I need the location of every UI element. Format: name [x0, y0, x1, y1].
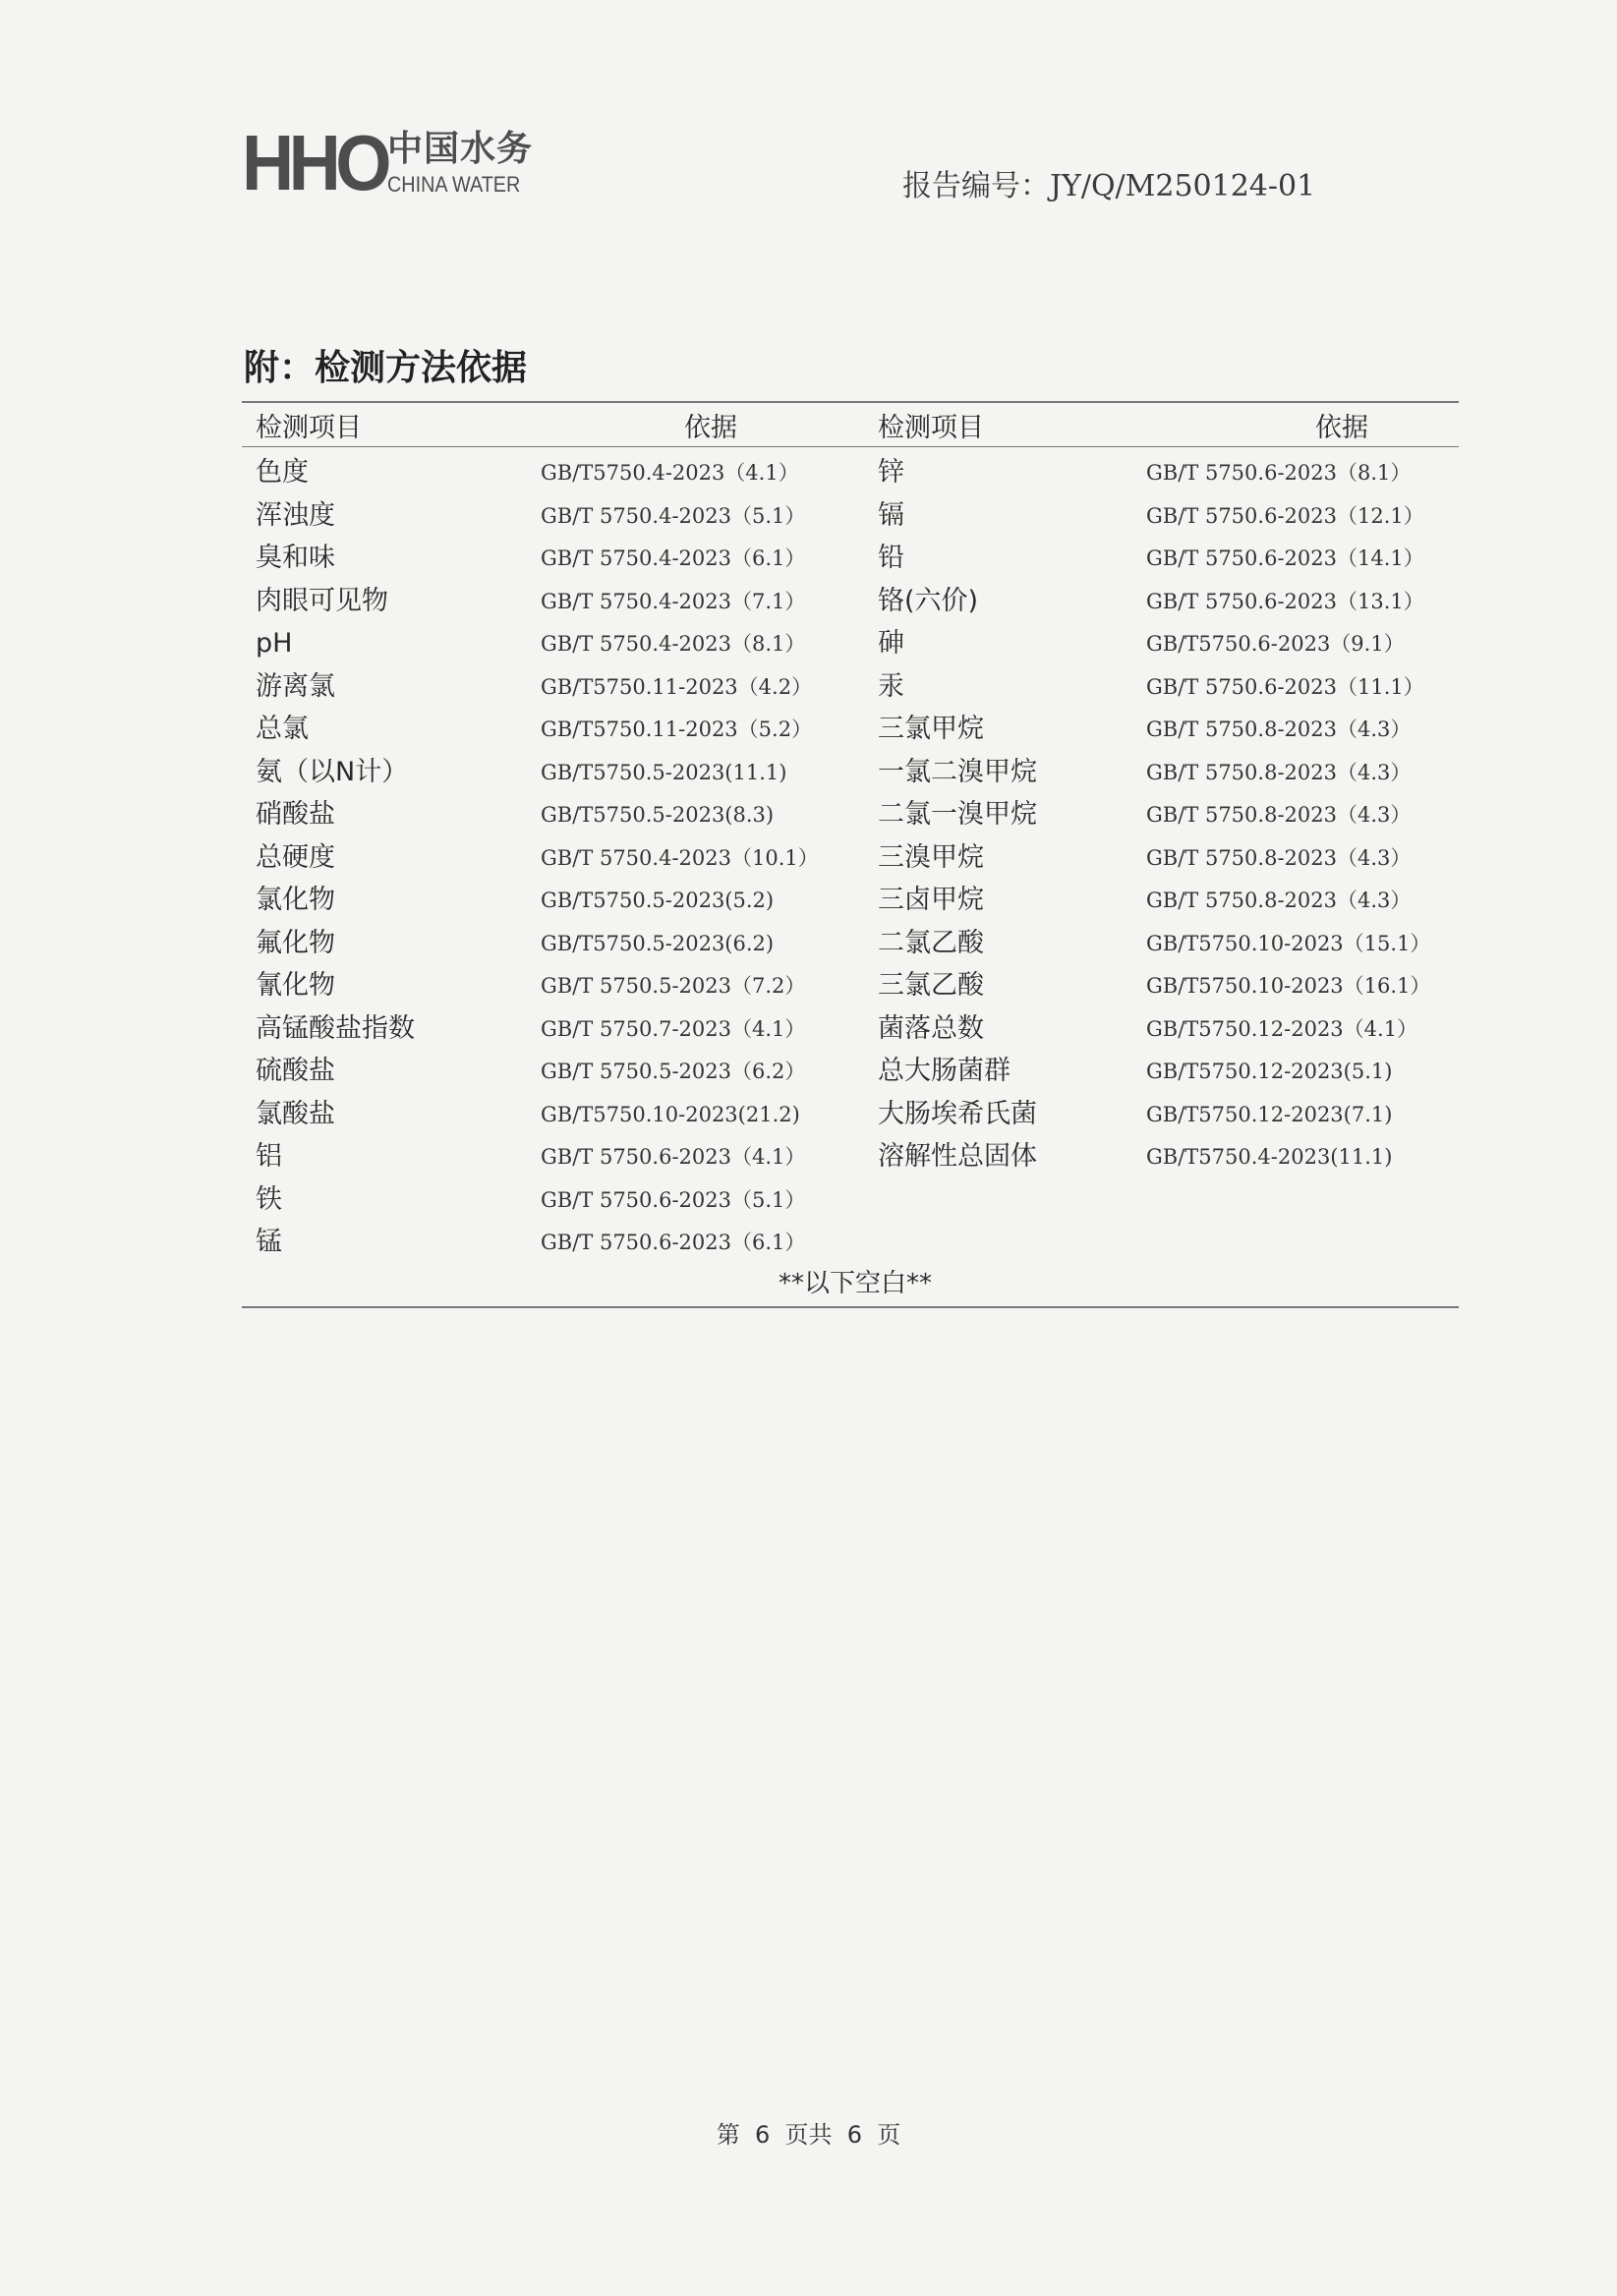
table-cell-basis: GB/T5750.5-2023(6.2): [541, 932, 775, 955]
header-item-right: 检测项目: [878, 413, 984, 443]
table-cell-basis: GB/T5750.10-2023（15.1）: [1146, 932, 1431, 955]
table-cell-item: 硝酸盐: [256, 799, 335, 830]
table-cell-basis: GB/T5750.10-2023(21.2): [541, 1103, 800, 1126]
table-cell-item: 一氯二溴甲烷: [878, 757, 1037, 787]
table-cell-item: 氟化物: [256, 928, 335, 958]
table-cell-item: 锰: [256, 1227, 282, 1257]
table-cell-item: 氨（以N计）: [256, 757, 409, 787]
table-cell-basis: GB/T5750.5-2023(11.1): [541, 761, 787, 784]
page-footer: 第 6 页共 6 页: [716, 2121, 901, 2149]
table-cell-basis: GB/T 5750.4-2023（8.1）: [541, 632, 806, 656]
table-cell-item: 锌: [878, 457, 904, 488]
table-cell-item: 菌落总数: [878, 1013, 984, 1044]
table-cell-item: 游离氯: [256, 671, 335, 702]
section-title: 附：检测方法依据: [244, 348, 528, 388]
table-cell-basis: GB/T5750.11-2023（4.2）: [541, 675, 813, 699]
table-bottom-rule: [242, 1306, 1459, 1308]
table-cell-item: 总硬度: [256, 842, 335, 873]
table-cell-item: 三卤甲烷: [878, 885, 984, 915]
logo-english-text: CHINA WATER: [387, 172, 521, 197]
table-cell-item: 总大肠菌群: [878, 1056, 1011, 1086]
table-cell-basis: GB/T 5750.7-2023（4.1）: [541, 1017, 806, 1041]
table-cell-item: 臭和味: [256, 543, 335, 573]
table-cell-basis: GB/T 5750.6-2023（13.1）: [1146, 590, 1424, 613]
table-cell-basis: GB/T5750.11-2023（5.2）: [541, 718, 813, 741]
table-header-rule: [242, 446, 1459, 447]
header-basis-left: 依据: [684, 413, 737, 443]
table-cell-basis: GB/T5750.10-2023（16.1）: [1146, 974, 1431, 998]
table-cell-basis: GB/T 5750.6-2023（4.1）: [541, 1145, 806, 1169]
table-cell-item: 砷: [878, 628, 904, 659]
blank-note: **以下空白**: [778, 1269, 932, 1298]
table-top-rule: [242, 401, 1459, 403]
logo-chinese-text: 中国水务: [387, 129, 534, 169]
table-cell-item: 浑浊度: [256, 500, 335, 531]
table-cell-basis: GB/T5750.6-2023（9.1）: [1146, 632, 1405, 656]
table-cell-basis: GB/T 5750.6-2023（14.1）: [1146, 546, 1424, 570]
table-cell-basis: GB/T 5750.4-2023（5.1）: [541, 504, 806, 528]
table-cell-item: 三溴甲烷: [878, 842, 984, 873]
table-cell-basis: GB/T5750.5-2023(5.2): [541, 889, 775, 912]
table-cell-basis: GB/T 5750.8-2023（4.3）: [1146, 889, 1412, 912]
table-cell-basis: GB/T5750.12-2023（4.1）: [1146, 1017, 1418, 1041]
table-cell-item: 铬(六价): [878, 586, 979, 616]
table-cell-item: 硫酸盐: [256, 1056, 335, 1086]
table-cell-basis: GB/T 5750.8-2023（4.3）: [1146, 718, 1412, 741]
table-cell-basis: GB/T5750.12-2023(5.1): [1146, 1060, 1393, 1083]
table-cell-basis: GB/T 5750.5-2023（7.2）: [541, 974, 806, 998]
table-cell-basis: GB/T 5750.4-2023（6.1）: [541, 546, 806, 570]
table-cell-basis: GB/T 5750.8-2023（4.3）: [1146, 846, 1412, 870]
report-number: 报告编号：JY/Q/M250124-01: [902, 169, 1316, 203]
table-cell-item: 二氯乙酸: [878, 928, 984, 958]
table-cell-item: 氯化物: [256, 885, 335, 915]
table-cell-item: 总氯: [256, 714, 309, 744]
table-cell-basis: GB/T 5750.6-2023（5.1）: [541, 1188, 806, 1212]
table-cell-item: 铁: [256, 1184, 282, 1215]
table-cell-item: pH: [256, 628, 293, 659]
table-cell-basis: GB/T 5750.8-2023（4.3）: [1146, 761, 1412, 784]
table-cell-item: 高锰酸盐指数: [256, 1013, 415, 1044]
table-cell-item: 二氯一溴甲烷: [878, 799, 1037, 830]
table-cell-item: 汞: [878, 671, 904, 702]
table-cell-item: 氰化物: [256, 970, 335, 1001]
table-cell-basis: GB/T 5750.6-2023（6.1）: [541, 1231, 806, 1254]
table-cell-item: 三氯乙酸: [878, 970, 984, 1001]
table-cell-basis: GB/T5750.5-2023(8.3): [541, 803, 775, 827]
logo-hho-text: HHO: [242, 119, 386, 206]
table-cell-item: 大肠埃希氏菌: [878, 1099, 1037, 1129]
table-cell-item: 色度: [256, 457, 309, 488]
table-cell-basis: GB/T 5750.6-2023（11.1）: [1146, 675, 1424, 699]
table-cell-item: 溶解性总固体: [878, 1141, 1037, 1172]
company-logo: [242, 119, 537, 206]
table-cell-basis: GB/T5750.12-2023(7.1): [1146, 1103, 1393, 1126]
table-cell-item: 铅: [878, 543, 904, 573]
table-cell-item: 镉: [878, 500, 904, 531]
table-cell-basis: GB/T 5750.4-2023（7.1）: [541, 590, 806, 613]
table-cell-basis: GB/T 5750.6-2023（12.1）: [1146, 504, 1424, 528]
header-item-left: 检测项目: [256, 413, 362, 443]
table-cell-item: 三氯甲烷: [878, 714, 984, 744]
table-cell-item: 氯酸盐: [256, 1099, 335, 1129]
table-cell-basis: GB/T 5750.8-2023（4.3）: [1146, 803, 1412, 827]
table-cell-basis: GB/T5750.4-2023(11.1): [1146, 1145, 1393, 1169]
table-cell-basis: GB/T 5750.5-2023（6.2）: [541, 1060, 806, 1083]
header-basis-right: 依据: [1315, 413, 1368, 443]
table-cell-basis: GB/T5750.4-2023（4.1）: [541, 461, 799, 485]
table-cell-basis: GB/T 5750.6-2023（8.1）: [1146, 461, 1412, 485]
table-cell-basis: GB/T 5750.4-2023（10.1）: [541, 846, 819, 870]
table-cell-item: 肉眼可见物: [256, 586, 388, 616]
table-cell-item: 铝: [256, 1141, 282, 1172]
